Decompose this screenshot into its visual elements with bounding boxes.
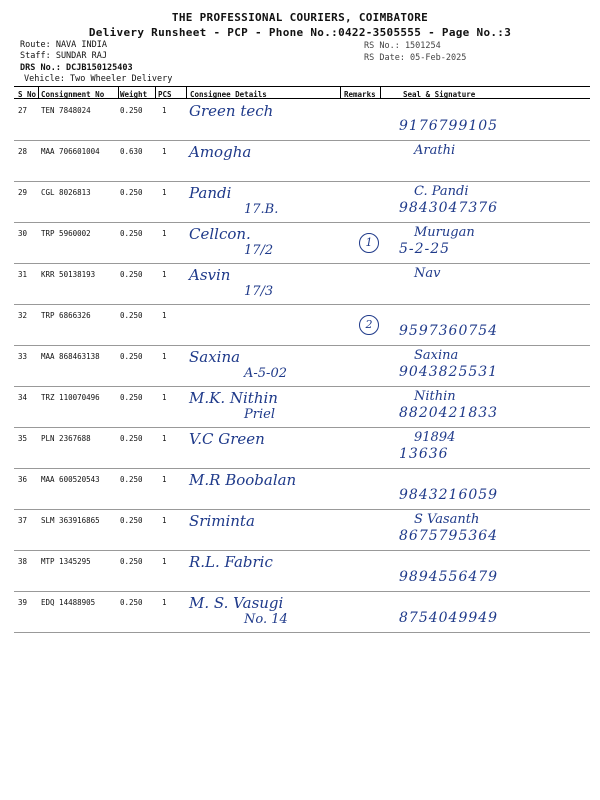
row-signature: Saxina [414, 348, 459, 363]
row-consignment-no: TRP 6866326 [41, 311, 91, 320]
row-weight: 0.250 [120, 270, 143, 279]
row-consignment-no: TEN 7848024 [41, 106, 91, 115]
row-pcs: 1 [162, 106, 167, 115]
row-consignee-note: No. 14 [244, 612, 288, 627]
col-divider [118, 86, 119, 98]
row-consignee: Asvin [189, 266, 231, 284]
row-pcs: 1 [162, 188, 167, 197]
row-weight: 0.250 [120, 229, 143, 238]
row-consignee-note: Priel [244, 407, 275, 422]
row-weight: 0.250 [120, 311, 143, 320]
table-row [14, 510, 590, 551]
row-weight: 0.250 [120, 352, 143, 361]
row-consignment-no: CGL 8026813 [41, 188, 91, 197]
row-sno: 27 [18, 106, 28, 115]
table-row [14, 182, 590, 223]
row-sno: 33 [18, 352, 28, 361]
row-consignment-no: MAA 868463138 [41, 352, 100, 361]
row-pcs: 1 [162, 229, 167, 238]
row-sno: 38 [18, 557, 28, 566]
row-sno: 35 [18, 434, 28, 443]
row-phone: 8675795364 [399, 528, 499, 544]
row-signature: C. Pandi [414, 184, 469, 199]
row-consignee: V.C Green [189, 430, 265, 448]
table-row [14, 387, 590, 428]
row-signature: Nav [414, 266, 441, 281]
row-consignee: Green tech [189, 102, 274, 120]
col-divider [186, 86, 187, 98]
table-row [14, 100, 590, 141]
row-weight: 0.250 [120, 516, 143, 525]
table-row [14, 141, 590, 182]
rs-date: RS Date: 05-Feb-2025 [364, 53, 467, 63]
row-sno: 30 [18, 229, 28, 238]
company-title: THE PROFESSIONAL COURIERS, COIMBATORE [171, 11, 429, 24]
row-pcs: 1 [162, 516, 167, 525]
drs-number: DRS No.: DCJB150125403 [20, 63, 133, 73]
row-consignment-no: EDQ 14488905 [41, 598, 96, 607]
row-pcs: 1 [162, 311, 167, 320]
col-divider [340, 86, 341, 98]
row-consignee: Amogha [189, 143, 252, 161]
table-row [14, 592, 590, 633]
row-phone: 9843047376 [399, 200, 499, 216]
row-consignee: M.R Boobalan [189, 471, 297, 489]
row-pcs: 1 [162, 557, 167, 566]
table-row [14, 551, 590, 592]
row-sno: 29 [18, 188, 28, 197]
col-divider [155, 86, 156, 98]
row-sno: 39 [18, 598, 28, 607]
col-weight: Weight [120, 90, 148, 99]
row-signature: Murugan [414, 225, 475, 240]
row-remark-circle: 1 [359, 233, 379, 253]
row-consignee: Cellcon. [189, 225, 251, 243]
row-consignment-no: MTP 1345295 [41, 557, 91, 566]
row-signature: 91894 [414, 430, 456, 445]
row-phone: 8820421833 [399, 405, 499, 421]
row-signature: Nithin [414, 389, 456, 404]
row-consignment-no: KRR 50138193 [41, 270, 96, 279]
row-pcs: 1 [162, 270, 167, 279]
row-phone: 9176799105 [399, 118, 499, 134]
row-signature: S Vasanth [414, 512, 480, 527]
row-pcs: 1 [162, 393, 167, 402]
row-consignment-no: SLM 363916865 [41, 516, 100, 525]
row-consignee-note: A-5-02 [244, 366, 287, 381]
table-row [14, 305, 590, 346]
row-pcs: 1 [162, 598, 167, 607]
row-consignment-no: MAA 600520543 [41, 475, 100, 484]
table-row [14, 428, 590, 469]
row-pcs: 1 [162, 352, 167, 361]
route-info: Route: NAVA INDIA [20, 40, 107, 50]
row-phone: 9894556479 [399, 569, 499, 585]
row-phone: 8754049949 [399, 610, 499, 626]
row-pcs: 1 [162, 434, 167, 443]
col-consignment: Consignment No [41, 90, 105, 99]
row-consignee: R.L. Fabric [189, 553, 273, 571]
vehicle-info: Vehicle: Two Wheeler Delivery [24, 74, 173, 84]
col-seal-signature: Seal & Signature [403, 90, 476, 99]
runsheet-subtitle: Delivery Runsheet - PCP - Phone No.:0422-3505555 - Page No.:3 [88, 26, 512, 39]
row-weight: 0.630 [120, 147, 143, 156]
row-consignee: M.K. Nithin [189, 389, 278, 407]
row-sno: 34 [18, 393, 28, 402]
row-sno: 28 [18, 147, 28, 156]
table-row [14, 469, 590, 510]
row-weight: 0.250 [120, 475, 143, 484]
row-weight: 0.250 [120, 557, 143, 566]
row-divider [14, 632, 590, 633]
row-pcs: 1 [162, 475, 167, 484]
row-consignee: M. S. Vasugi [189, 594, 284, 612]
row-sno: 31 [18, 270, 28, 279]
row-weight: 0.250 [120, 106, 143, 115]
row-consignee-note: 17.B. [244, 202, 279, 217]
row-consignee-note: 17/3 [244, 284, 274, 299]
row-phone: 9843216059 [399, 487, 499, 503]
row-phone: 9043825531 [399, 364, 499, 380]
col-sno: S No [18, 90, 37, 99]
col-divider [38, 86, 39, 98]
col-divider [380, 86, 381, 98]
row-sno: 37 [18, 516, 28, 525]
row-weight: 0.250 [120, 188, 143, 197]
row-signature: Arathi [414, 143, 456, 158]
row-phone: 5-2-25 [399, 241, 451, 257]
table-row [14, 223, 590, 264]
row-weight: 0.250 [120, 598, 143, 607]
row-consignment-no: TRP 5960002 [41, 229, 91, 238]
row-remark-circle: 2 [359, 315, 379, 335]
row-consignment-no: TRZ 110070496 [41, 393, 100, 402]
rs-number: RS No.: 1501254 [364, 41, 441, 51]
table-row [14, 346, 590, 387]
col-pcs: PCS [158, 90, 172, 99]
row-weight: 0.250 [120, 393, 143, 402]
row-pcs: 1 [162, 147, 167, 156]
row-consignee: Saxina [189, 348, 241, 366]
row-weight: 0.250 [120, 434, 143, 443]
row-sno: 32 [18, 311, 28, 320]
row-phone: 13636 [399, 446, 449, 462]
staff-info: Staff: SUNDAR RAJ [20, 51, 107, 61]
row-consignment-no: PLN 2367688 [41, 434, 91, 443]
col-remarks: Remarks [344, 90, 376, 99]
row-consignee: Pandi [189, 184, 232, 202]
header-top-rule [14, 86, 590, 87]
row-consignee: Sriminta [189, 512, 255, 530]
table-row [14, 264, 590, 305]
row-phone: 9597360754 [399, 323, 499, 339]
row-consignment-no: MAA 706601004 [41, 147, 100, 156]
col-consignee: Consignee Details [190, 90, 267, 99]
row-sno: 36 [18, 475, 28, 484]
row-consignee-note: 17/2 [244, 243, 274, 258]
